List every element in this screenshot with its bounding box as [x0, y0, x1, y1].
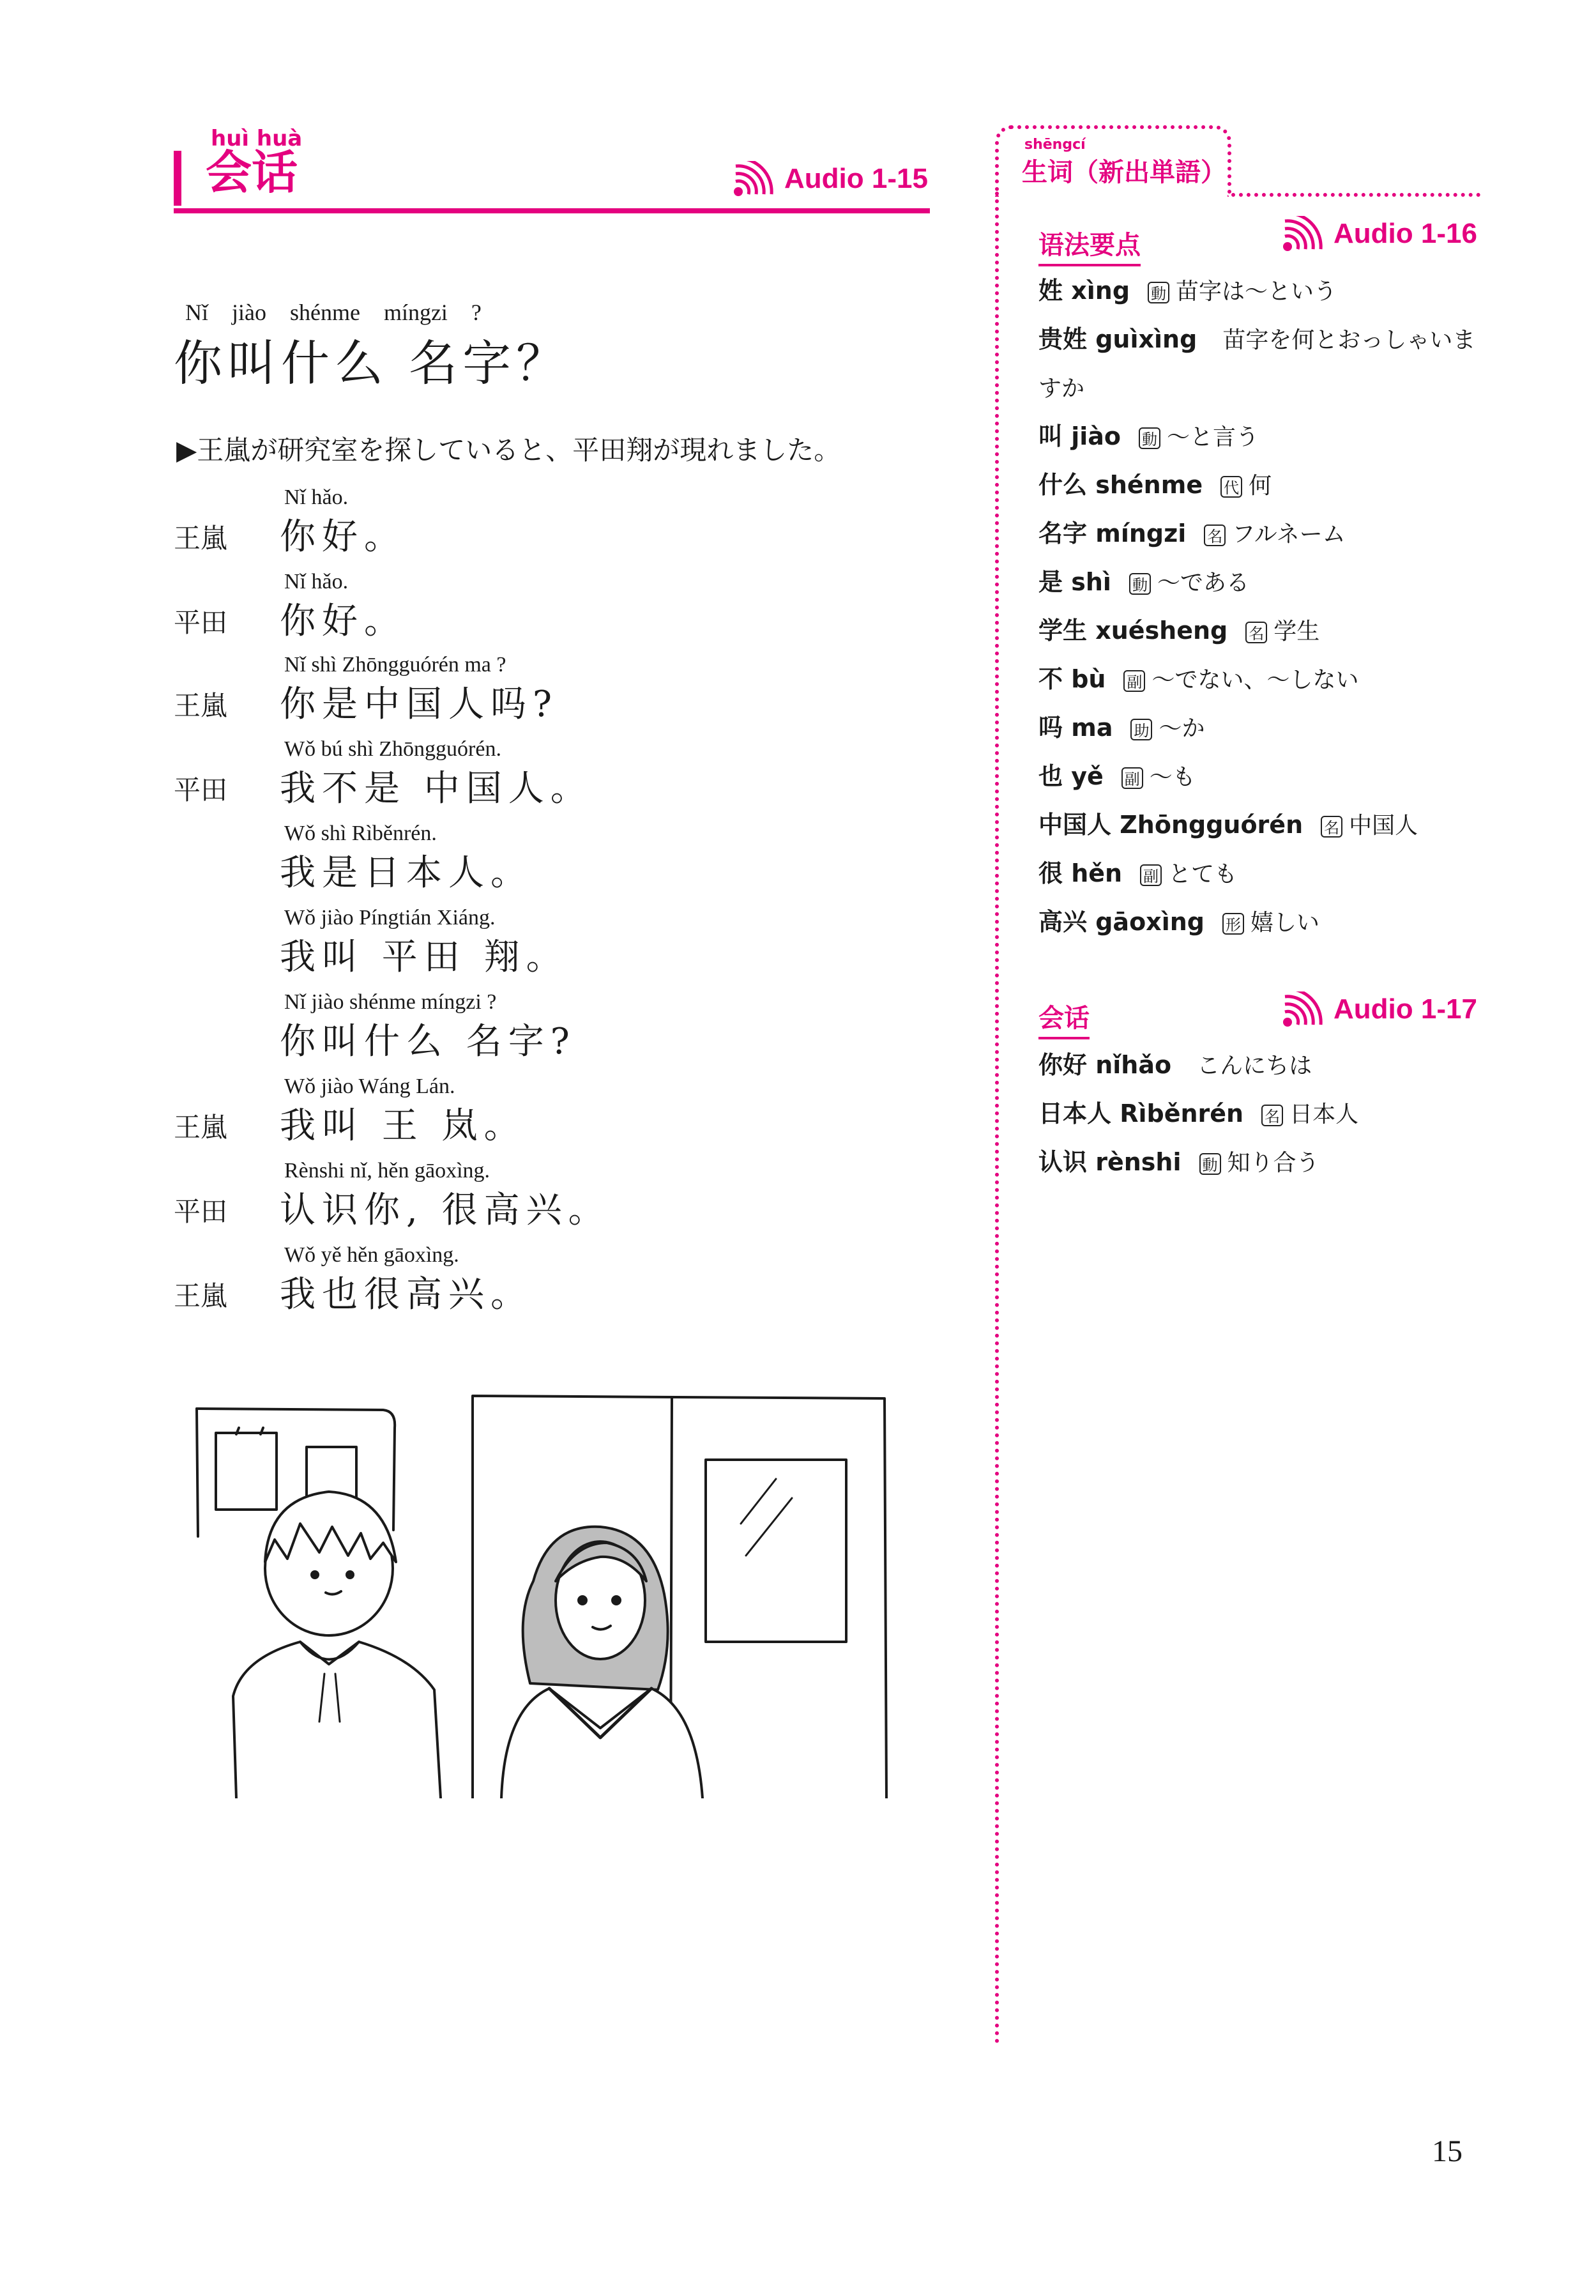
vocab-item [1038, 910, 1319, 935]
vocab-word: 名字 míngzi [1038, 519, 1187, 547]
vocab-item [1038, 813, 1418, 838]
pos-tag: 名 [1245, 622, 1267, 643]
vocab-meaning: 苗字を何とおっしゃいま [1222, 327, 1476, 353]
vocab-meaning: 何 [1249, 473, 1272, 499]
main-title-pinyin: Nǐ jiào shénme míngzi ? [185, 300, 482, 325]
line-speaker: 平田 [174, 1196, 228, 1227]
vocab-word: 日本人 Rìběnrén [1038, 1099, 1244, 1128]
vocab-meaning: 日本人 [1289, 1101, 1359, 1128]
pos-tag: 副 [1123, 670, 1145, 692]
vocab-word: 姓 xìng [1038, 277, 1130, 305]
vocab-item-continued [1038, 376, 1084, 401]
vocab-meaning: 〜も [1149, 764, 1196, 790]
line-speaker: 王嵐 [174, 1112, 228, 1143]
line-pinyin: Nǐ shì Zhōngguórén ma ? [284, 653, 506, 677]
vocab-word: 是 shì [1038, 568, 1111, 596]
pos-tag: 代 [1220, 476, 1242, 498]
pos-tag: 名 [1261, 1105, 1283, 1126]
vocab-meaning: 〜である [1157, 570, 1249, 596]
vocab-item [1038, 570, 1249, 595]
audio-label: Audio 1-16 [1334, 218, 1477, 249]
line-speaker: 王嵐 [174, 523, 228, 554]
line-pinyin: Nǐ hǎo. [284, 486, 349, 509]
vocab-word: 中国人 Zhōngguórén [1038, 811, 1303, 839]
audio-link-1-17[interactable] [1282, 991, 1477, 1027]
vocab-word: 认识 rènshi [1038, 1148, 1182, 1176]
vocab-item [1038, 279, 1337, 303]
vocab-meaning: フルネーム [1232, 521, 1346, 547]
vocab-item [1038, 424, 1259, 449]
vocab-item [1038, 716, 1205, 740]
vocab-word: 也 yě [1038, 762, 1104, 790]
vocab-meaning: こんにちは [1197, 1053, 1312, 1079]
vocab-item [1038, 764, 1196, 789]
line-pinyin: Wǒ shì Rìběnrén. [284, 822, 437, 845]
vocab-item [1038, 667, 1359, 692]
vocab-item [1038, 861, 1237, 886]
vocab-tab-label: 生词（新出単語） [1022, 158, 1226, 187]
line-pinyin: Nǐ hǎo. [284, 570, 349, 593]
line-hanzi: 你是中国人吗? [280, 684, 559, 725]
main-title-hanzi: 你叫什么 名字？ [174, 335, 570, 392]
pos-tag: 副 [1121, 767, 1143, 789]
line-hanzi: 我叫 王 岚。 [280, 1105, 526, 1147]
line-pinyin: Wǒ yě hěn gāoxìng. [284, 1243, 459, 1267]
vocab-item [1038, 521, 1346, 546]
audio-label: Audio 1-17 [1334, 993, 1477, 1025]
line-pinyin: Rènshi nǐ, hěn gāoxìng. [284, 1159, 490, 1182]
vocab-item [1038, 327, 1475, 352]
vocab-meaning: 嬉しい [1250, 910, 1319, 936]
vocab-meaning: 〜でない、〜しない [1151, 667, 1359, 693]
pos-tag: 動 [1129, 573, 1151, 595]
vocab-meaning: 〜か [1159, 716, 1205, 742]
vocab-item [1038, 1150, 1319, 1175]
line-pinyin: Wǒ jiào Píngtián Xiáng. [284, 906, 496, 930]
vocab-word: 高兴 gāoxìng [1038, 908, 1205, 936]
line-hanzi: 我叫 平田 翔。 [280, 937, 568, 978]
sidebar-dotted-divider [995, 192, 999, 2044]
pos-tag: 副 [1140, 864, 1162, 886]
line-hanzi: 认识你, 很高兴。 [280, 1190, 611, 1231]
vocab-word: 学生 xuésheng [1038, 616, 1228, 645]
vocab-item [1038, 1053, 1312, 1078]
header-pinyin: huì huà [211, 126, 303, 151]
vocab-word: 你好 nǐhǎo [1038, 1051, 1172, 1079]
vocab-word: 很 hěn [1038, 859, 1123, 887]
pos-tag: 名 [1321, 816, 1342, 838]
audio-signal-icon [733, 161, 775, 197]
vocab-meaning: 〜と言う [1167, 424, 1259, 450]
pos-tag: 助 [1130, 719, 1152, 740]
vocab-meaning: 苗字は〜という [1176, 279, 1337, 305]
vocab-item [1038, 618, 1319, 643]
vocab-meaning: すか [1038, 376, 1085, 402]
grammar-heading: 语法要点 [1038, 225, 1141, 266]
line-speaker: 平田 [174, 607, 228, 638]
tab-dotted-rule [1231, 193, 1480, 197]
line-pinyin: Wǒ jiào Wáng Lán. [284, 1075, 455, 1098]
pos-tag: 動 [1139, 427, 1160, 449]
header-accent-bar [174, 151, 181, 206]
pos-tag: 形 [1222, 913, 1244, 935]
line-hanzi: 你叫什么 名字? [280, 1021, 576, 1062]
classroom-illustration [192, 1389, 901, 1798]
audio-link-1-16[interactable] [1282, 216, 1477, 252]
line-hanzi: 我也很高兴。 [280, 1274, 533, 1315]
page-number: 15 [1432, 2134, 1463, 2168]
audio-signal-icon [1282, 991, 1325, 1027]
line-speaker: 王嵐 [174, 690, 228, 721]
pos-tag: 動 [1148, 282, 1169, 303]
line-hanzi: 你好。 [280, 601, 406, 642]
line-speaker: 王嵐 [174, 1280, 228, 1312]
audio-label: Audio 1-15 [784, 163, 928, 194]
audio-signal-icon [1282, 216, 1325, 252]
vocab-word: 吗 ma [1038, 714, 1113, 742]
vocab-word: 贵姓 guìxìng [1038, 325, 1197, 353]
line-hanzi: 你好。 [280, 516, 406, 558]
vocab-meaning: とても [1168, 861, 1238, 887]
line-pinyin: Wǒ bú shì Zhōngguórén. [284, 737, 501, 761]
vocab-item [1038, 473, 1272, 498]
vocab-meaning: 学生 [1273, 618, 1320, 645]
line-hanzi: 我不是 中国人。 [280, 768, 593, 809]
pos-tag: 動 [1199, 1153, 1221, 1175]
line-speaker: 平田 [174, 774, 228, 806]
conversation-heading: 会话 [1038, 998, 1090, 1039]
vocab-word: 叫 jiào [1038, 422, 1121, 450]
vocab-tab-pinyin: shēngcí [1024, 137, 1086, 153]
vocab-meaning: 中国人 [1349, 813, 1418, 839]
line-hanzi: 我是日本人。 [280, 852, 533, 894]
scene-intro: ▶王嵐が研究室を探していると、平田翔が現れました。 [176, 434, 841, 466]
section-title: 会话 [206, 146, 298, 199]
vocab-item [1038, 1101, 1358, 1126]
vocab-meaning: 知り合う [1227, 1150, 1319, 1176]
header-rule [174, 208, 930, 213]
vocab-word: 不 bù [1038, 665, 1106, 693]
audio-link-1-15[interactable] [733, 161, 928, 197]
vocab-word: 什么 shénme [1038, 471, 1203, 499]
line-pinyin: Nǐ jiào shénme míngzi ? [284, 990, 497, 1014]
pos-tag: 名 [1204, 524, 1226, 546]
